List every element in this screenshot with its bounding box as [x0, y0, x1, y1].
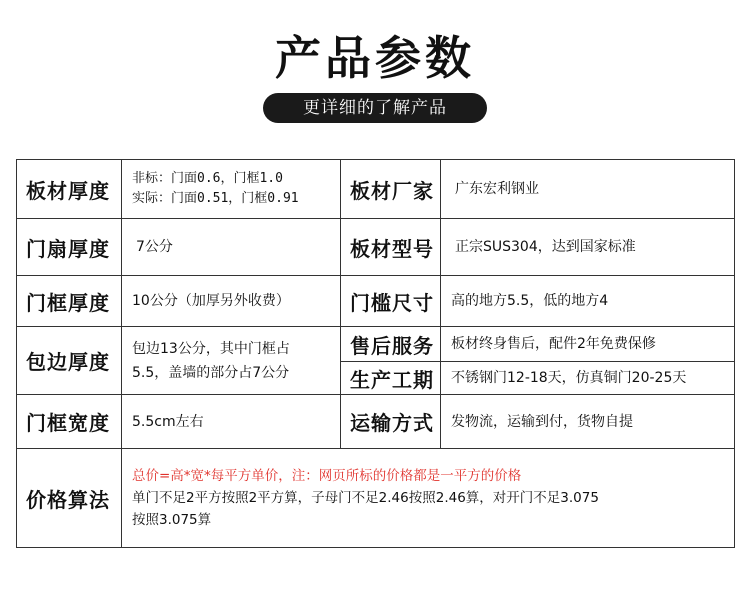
value-board-maker — [441, 160, 734, 218]
value-shipping — [441, 395, 734, 448]
label-after-sales — [341, 327, 440, 361]
label-sill-size — [341, 276, 440, 326]
label-frame-thickness — [17, 276, 121, 326]
value-text: 高的地方5.5，低的地方4 — [451, 293, 609, 309]
value-frame-thickness — [122, 276, 340, 326]
label-board-maker — [341, 160, 440, 218]
label-text: 板材厚度 — [26, 178, 110, 203]
value-production-time — [441, 362, 734, 394]
label-text: 运输方式 — [350, 411, 434, 435]
value-text: 正宗SUS304，达到国家标准 — [455, 239, 636, 255]
label-board-model — [341, 219, 440, 275]
subtitle-pill: 更详细的了解产品 — [263, 93, 487, 123]
label-frame-width — [17, 395, 121, 448]
value-line: 实际：门面0.51，门框0.91 — [132, 191, 299, 206]
label-text: 价格算法 — [26, 487, 110, 512]
label-edge-thickness — [17, 327, 121, 394]
value-line: 非标：门面0.6，门框1.0 — [132, 171, 283, 186]
label-text: 板材型号 — [350, 236, 434, 261]
value-text: 7公分 — [136, 239, 173, 255]
value-sill-size — [441, 276, 734, 326]
value-price-formula — [122, 449, 734, 547]
label-text: 售后服务 — [350, 333, 434, 358]
label-text: 门槛尺寸 — [350, 290, 434, 315]
spec-table — [16, 159, 735, 548]
label-text: 门扇厚度 — [26, 236, 110, 261]
value-board-model — [441, 219, 734, 275]
label-text: 生产工期 — [350, 367, 434, 392]
label-text: 包边厚度 — [26, 350, 110, 374]
value-text: 10公分（加厚另外收费） — [132, 293, 290, 309]
value-text: 广东宏利钢业 — [455, 181, 539, 197]
value-after-sales — [441, 327, 734, 361]
value-text: 5.5cm左右 — [132, 413, 204, 430]
page-title: 产品参数 — [275, 31, 475, 85]
value-text: 发物流，运输到付，货物自提 — [451, 413, 633, 430]
label-leaf-thickness — [17, 219, 121, 275]
value-line: 包边13公分，其中门框占 — [132, 340, 290, 357]
label-shipping — [341, 395, 440, 448]
label-text: 门框厚度 — [26, 290, 110, 315]
value-text: 不锈钢门12-18天，仿真铜门20-25天 — [451, 370, 687, 386]
value-line: 5.5，盖墙的部分占7公分 — [132, 364, 290, 381]
label-production-time — [341, 362, 440, 394]
value-frame-width — [122, 395, 340, 448]
value-leaf-thickness — [122, 219, 340, 275]
label-text: 门框宽度 — [26, 411, 110, 435]
value-edge-thickness — [122, 327, 340, 394]
value-board-thickness — [122, 160, 340, 218]
label-text: 板材厂家 — [350, 178, 434, 203]
value-text: 板材终身售后，配件2年免费保修 — [451, 336, 656, 352]
price-note-red: 总价=高*宽*每平方单价，注：网页所标的价格都是一平方的价格 — [132, 468, 522, 484]
label-board-thickness — [17, 160, 121, 218]
value-line: 单门不足2平方按照2平方算，子母门不足2.46按照2.46算，对开门不足3.075 — [132, 490, 599, 506]
value-line: 按照3.075算 — [132, 512, 212, 528]
label-price-formula — [17, 449, 121, 547]
